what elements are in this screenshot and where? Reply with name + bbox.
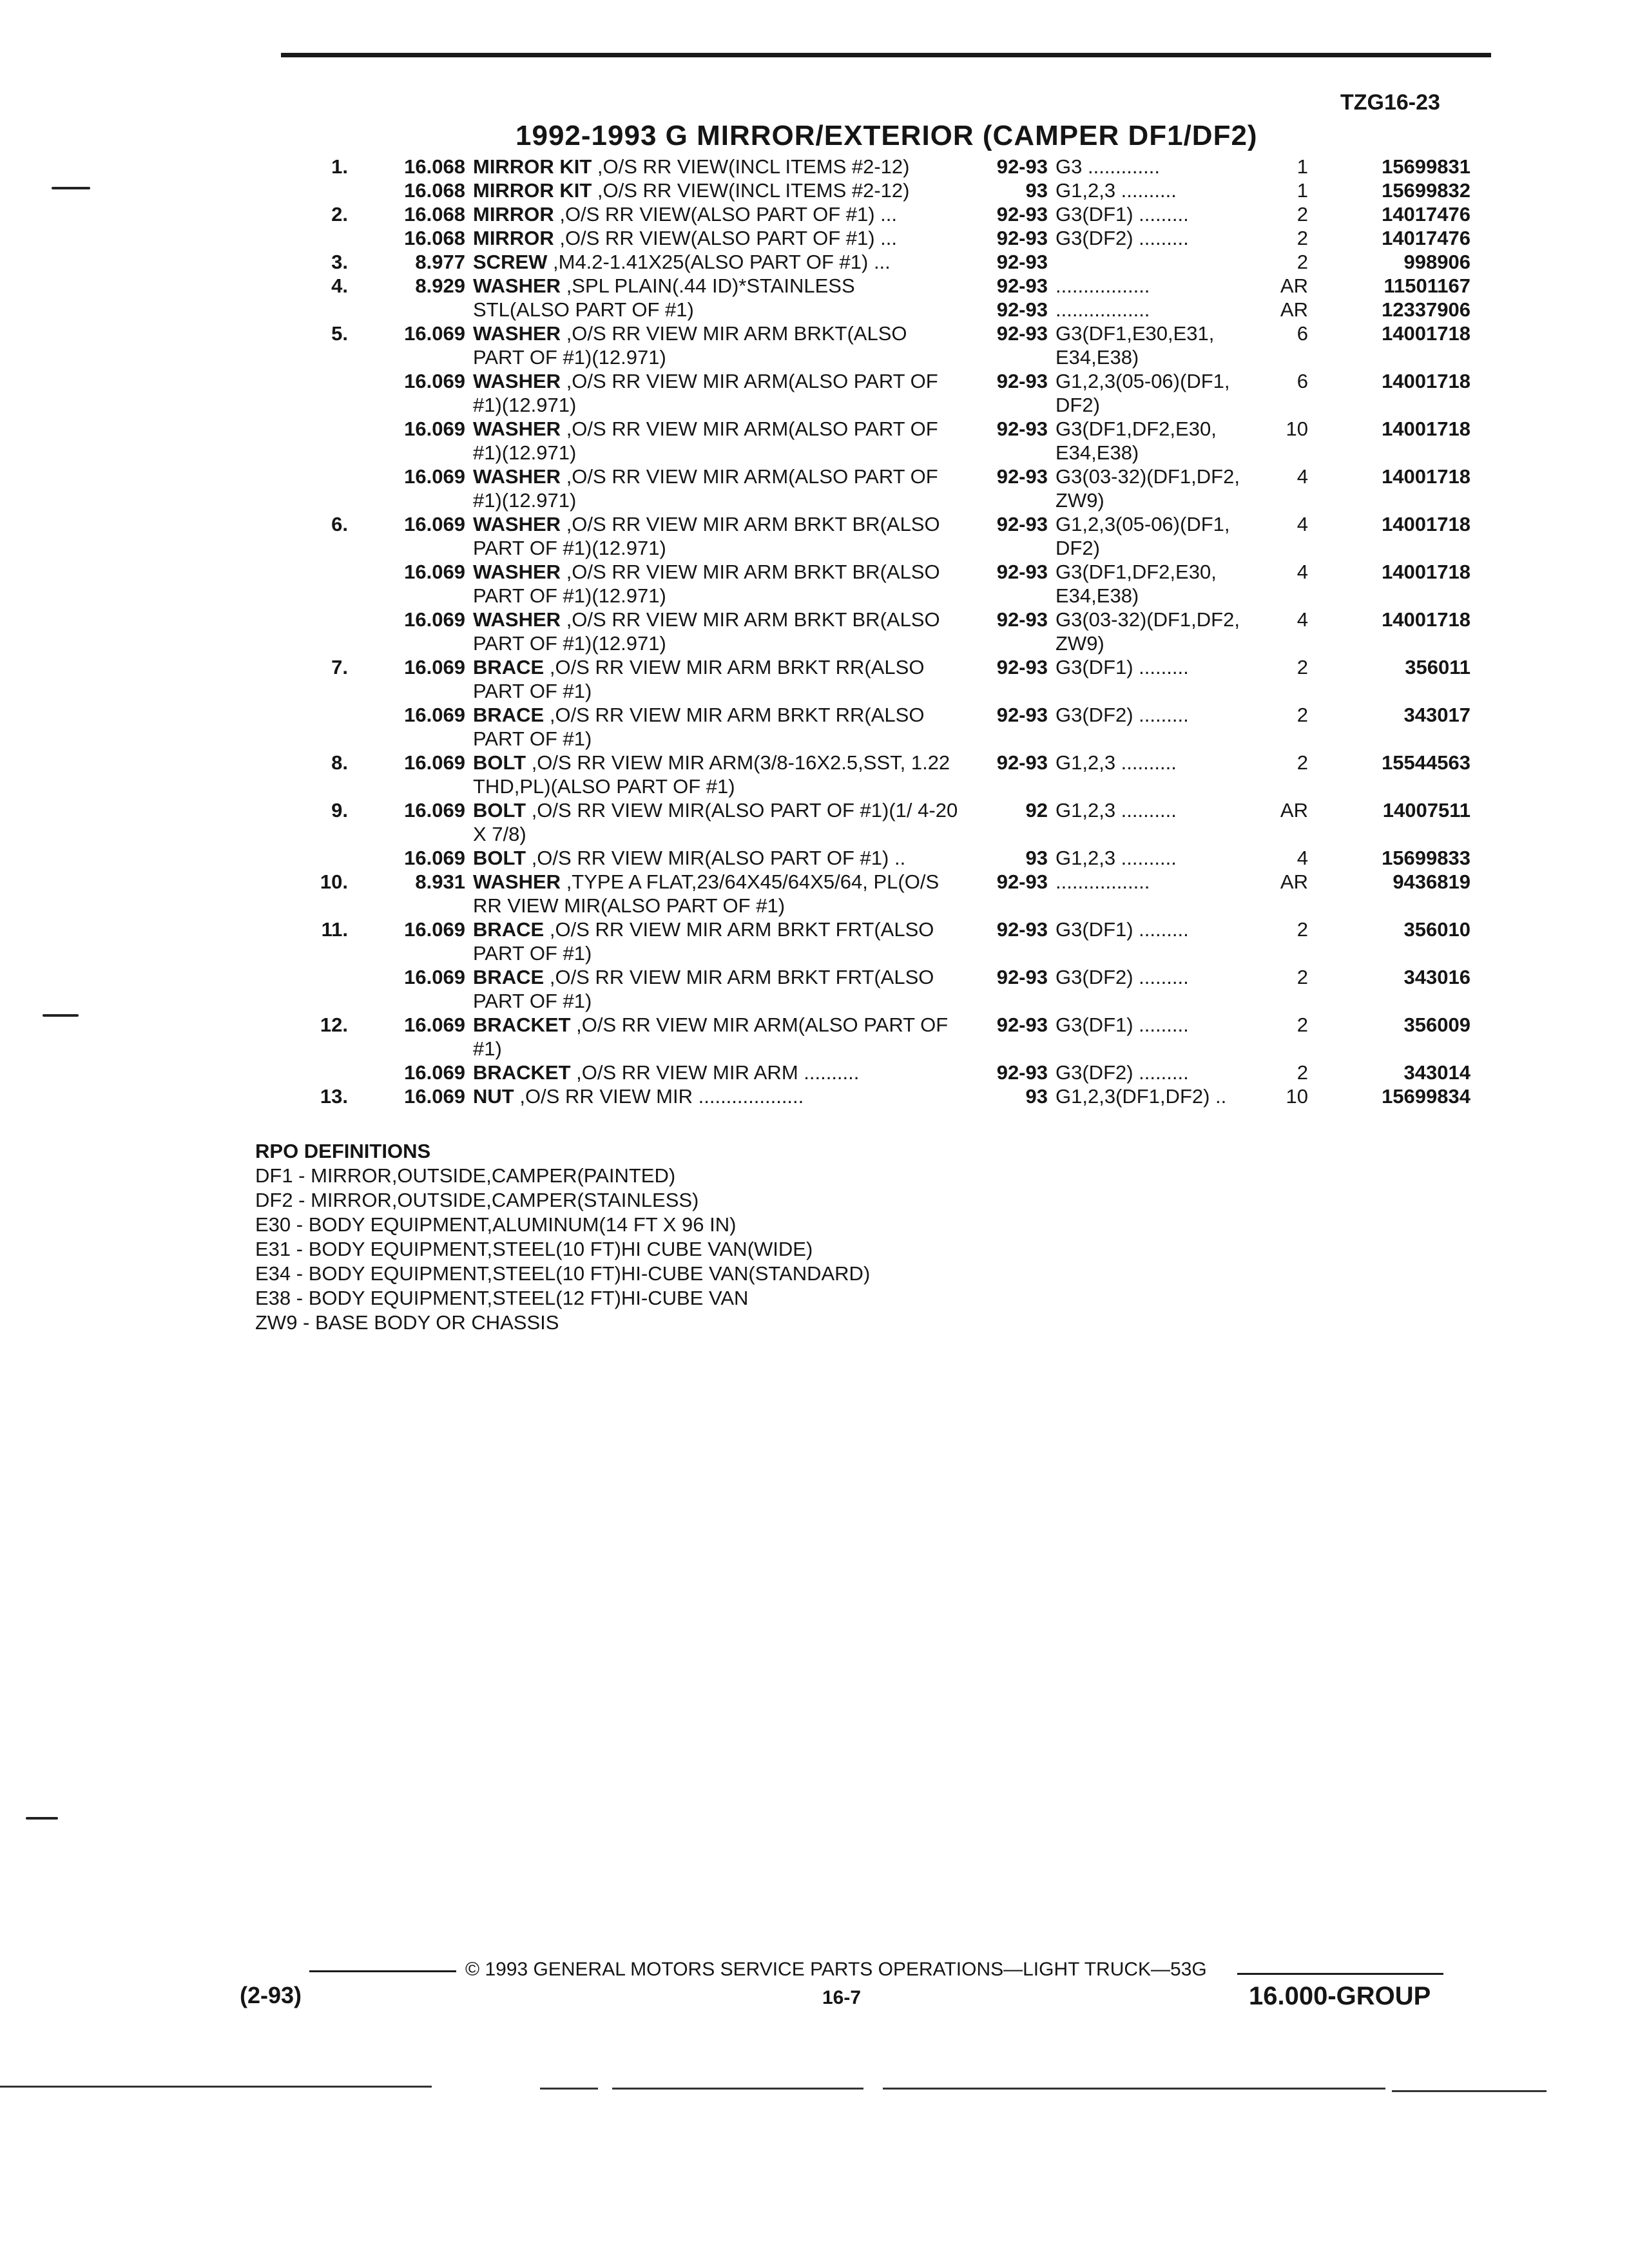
part-number: 14001718 [1382,418,1470,440]
model-years: 92-93 [996,656,1048,678]
part-name: BRACE [473,918,545,941]
quantity: 2 [1296,203,1308,226]
part-number: 14017476 [1382,203,1470,226]
group-number: 16.068 [404,155,465,178]
scan-mark [52,187,90,189]
part-number: 15699832 [1382,179,1470,202]
catalog-code: TZG16-23 [1340,90,1440,115]
model-usage: G3(03-32)(DF1,DF2, ZW9) [1055,608,1246,655]
model-years: 92-93 [996,870,1048,893]
part-detail: ,O/S RR VIEW MIR ARM BRKT RR(ALSO PART OF #1) [473,704,925,750]
model-years: 93 [1025,1085,1048,1108]
scan-line [1392,2090,1547,2092]
top-rule [281,53,1491,57]
part-detail: ,O/S RR VIEW MIR ARM(ALSO PART OF #1)(12.971) [473,465,938,512]
part-row [303,608,1489,655]
item-number [303,465,348,512]
group-number: 8.929 [415,274,465,297]
quantity: 4 [1296,465,1308,488]
footer-rule-left [309,1970,456,1972]
part-row [303,226,1489,250]
part-description [473,465,963,512]
model-usage: G3(DF2) ......... [1055,227,1189,249]
model-years: 92-93 [996,274,1048,297]
quantity: 6 [1296,370,1308,392]
rpo-heading: RPO DEFINITIONS [255,1140,431,1162]
model-years: 92-93 [996,418,1048,440]
item-number: 4. [331,274,348,297]
quantity: 1 [1296,179,1308,202]
parts-list [303,155,1489,1108]
part-number: 15699834 [1382,1085,1470,1108]
part-row [303,417,1489,465]
model-usage: G3(DF1,DF2,E30, E34,E38) [1055,418,1222,464]
part-name: NUT [473,1085,514,1108]
part-row [303,798,1489,846]
part-number: 9436819 [1393,870,1470,893]
model-years: 92-93 [996,704,1048,726]
part-description [473,322,963,369]
group-number: 16.069 [404,513,465,535]
part-name: WASHER [473,870,561,893]
part-description [473,298,963,322]
group-number: 16.069 [404,656,465,678]
part-name: MIRROR [473,227,554,249]
part-detail: ,M4.2-1.41X25(ALSO PART OF #1) ... [547,251,891,273]
part-detail: ,O/S RR VIEW MIR ARM(ALSO PART OF #1)(12.971) [473,418,938,464]
model-years: 92-93 [996,513,1048,535]
item-number: 1. [331,155,348,178]
part-description [473,918,963,965]
part-number: 343017 [1403,704,1470,726]
part-row [303,322,1489,369]
part-description [473,965,963,1013]
group-number: 16.069 [404,1061,465,1084]
part-detail: ,O/S RR VIEW(ALSO PART OF #1) ... [554,203,898,226]
item-number: 3. [331,251,348,273]
part-number: 14001718 [1382,465,1470,488]
part-name: BOLT [473,799,526,822]
footer-rule-right [1237,1973,1443,1975]
part-number: 343014 [1403,1061,1470,1084]
model-years: 92-93 [996,203,1048,226]
quantity: 2 [1296,1014,1308,1036]
part-detail: ,O/S RR VIEW MIR ARM BRKT BR(ALSO PART OF #1)(12.971) [473,561,940,607]
part-number: 356011 [1405,656,1470,678]
quantity: 2 [1296,704,1308,726]
part-row [303,1061,1489,1084]
part-description [473,1061,963,1084]
group-number: 16.069 [404,418,465,440]
model-years: 92-93 [996,751,1048,774]
model-usage: G1,2,3 .......... [1055,179,1177,202]
part-description [473,608,963,655]
model-years: 92-93 [996,298,1048,321]
model-usage: G1,2,3 .......... [1055,751,1177,774]
model-usage: G3(DF1,DF2,E30, E34,E38) [1055,561,1222,607]
group-number: 8.931 [415,870,465,893]
model-usage: G3 ............. [1055,155,1160,178]
group-number [356,298,465,322]
group-number: 16.069 [404,751,465,774]
copyright-notice: © 1993 GENERAL MOTORS SERVICE PARTS OPERATIONS—LIGHT TRUCK—53G [465,1959,1207,1980]
part-detail: ,O/S RR VIEW MIR ARM(3/8-16X2.5,SST, 1.22 THD,PL)(ALSO PART OF #1) [473,751,950,798]
group-number: 16.069 [404,966,465,988]
part-description [473,369,963,417]
model-usage: G3(03-32)(DF1,DF2, ZW9) [1055,465,1246,512]
item-number [303,417,348,465]
quantity: 4 [1296,561,1308,583]
part-description [473,1084,963,1108]
part-number: 15699833 [1382,847,1470,869]
part-description [473,250,963,274]
part-name: BOLT [473,847,526,869]
item-number: 6. [331,513,348,535]
part-description [473,202,963,226]
part-row [303,178,1489,202]
model-years: 92-93 [996,608,1048,631]
part-detail: ,O/S RR VIEW MIR(ALSO PART OF #1) .. [526,847,906,869]
model-usage: G1,2,3 .......... [1055,799,1177,822]
part-detail: ,TYPE A FLAT,23/64X45/64X5/64, PL(O/S RR VIEW MIR(ALSO PART OF #1) [473,870,940,917]
part-description [473,870,963,918]
model-usage: G3(DF2) ......... [1055,966,1189,988]
model-usage [1055,250,1249,274]
model-years: 92-93 [996,465,1048,488]
part-name: WASHER [473,370,561,392]
part-number: 11501167 [1383,274,1470,297]
model-years: 92-93 [996,227,1048,249]
item-number: 12. [320,1014,348,1036]
part-number: 14007511 [1382,799,1470,822]
model-usage: G1,2,3 .......... [1055,847,1177,869]
part-name: BRACKET [473,1014,571,1036]
part-row [303,846,1489,870]
part-name: WASHER [473,513,561,535]
model-usage: G3(DF1) ......... [1055,918,1189,941]
part-name: MIRROR [473,203,554,226]
group-number: 16.069 [404,370,465,392]
quantity: 2 [1296,227,1308,249]
quantity: 10 [1286,418,1308,440]
part-number: 14017476 [1382,227,1470,249]
model-usage: ................. [1055,298,1150,321]
part-detail: ,O/S RR VIEW MIR ARM .......... [570,1061,860,1084]
model-usage: G3(DF2) ......... [1055,1061,1189,1084]
model-usage: G3(DF1) ......... [1055,656,1189,678]
part-row [303,465,1489,512]
part-name: BOLT [473,751,526,774]
group-number: 8.977 [415,251,465,273]
model-years: 92-93 [996,966,1048,988]
item-number [303,608,348,655]
part-detail: ,O/S RR VIEW(ALSO PART OF #1) ... [554,227,898,249]
item-number: 5. [331,322,348,345]
part-row [303,1084,1489,1108]
model-years: 92-93 [996,322,1048,345]
model-years: 93 [1025,179,1048,202]
item-number: 13. [320,1085,348,1108]
item-number [303,226,348,250]
part-row [303,703,1489,751]
model-years: 92-93 [996,561,1048,583]
rpo-line: E31 - BODY EQUIPMENT,STEEL(10 FT)HI CUBE VAN(WIDE) [255,1238,813,1260]
quantity: 2 [1296,918,1308,941]
part-description [473,751,963,798]
group-number: 16.069 [404,704,465,726]
part-row [303,250,1489,274]
quantity: 10 [1286,1085,1308,1108]
item-number [303,298,348,322]
part-name: WASHER [473,561,561,583]
part-row [303,155,1489,178]
page-number: 16-7 [822,1987,862,2008]
part-name: MIRROR KIT [473,155,592,178]
part-number: 14001718 [1382,561,1470,583]
part-detail: STL(ALSO PART OF #1) [473,298,694,321]
group-number: 16.069 [404,561,465,583]
part-row [303,369,1489,417]
rpo-line: E30 - BODY EQUIPMENT,ALUMINUM(14 FT X 96 IN) [255,1213,737,1236]
item-number [303,965,348,1013]
model-years: 92-93 [996,251,1048,273]
part-name: MIRROR KIT [473,179,592,202]
group-number: 16.069 [404,799,465,822]
rpo-line: E34 - BODY EQUIPMENT,STEEL(10 FT)HI-CUBE VAN(STANDARD) [255,1262,871,1285]
part-row [303,655,1489,703]
group-number: 16.069 [404,608,465,631]
part-description [473,798,963,846]
part-description [473,846,963,870]
part-row [303,512,1489,560]
part-number: 14001718 [1382,322,1470,345]
part-description [473,703,963,751]
item-number [303,369,348,417]
group-number: 16.069 [404,1014,465,1036]
quantity: 2 [1296,251,1308,273]
group-number: 16.069 [404,1085,465,1108]
part-row [303,560,1489,608]
model-usage: ................. [1055,870,1150,893]
part-detail: ,O/S RR VIEW MIR ARM BRKT(ALSO PART OF #1)(12.971) [473,322,907,369]
quantity: AR [1280,274,1308,297]
part-detail: ,O/S RR VIEW MIR ARM BRKT BR(ALSO PART OF #1)(12.971) [473,513,940,559]
model-usage: G3(DF1,E30,E31, E34,E38) [1055,322,1220,369]
quantity: 4 [1296,847,1308,869]
quantity: 2 [1296,751,1308,774]
quantity: 2 [1296,656,1308,678]
part-row [303,298,1489,322]
model-years: 92-93 [996,155,1048,178]
part-name: WASHER [473,322,561,345]
item-number: 9. [331,799,348,822]
item-number: 8. [331,751,348,774]
part-description [473,155,963,178]
item-number: 2. [331,203,348,226]
group-number: 16.068 [404,179,465,202]
model-usage: G1,2,3(05-06)(DF1, DF2) [1055,370,1236,416]
part-detail: ,O/S RR VIEW MIR ARM BRKT FRT(ALSO PART OF #1) [473,918,934,965]
group-number: 16.069 [404,465,465,488]
part-name: BRACE [473,704,545,726]
quantity: AR [1280,870,1308,893]
part-number: 12337906 [1382,298,1470,321]
part-detail: ,O/S RR VIEW MIR ................... [514,1085,804,1108]
part-name: WASHER [473,274,561,297]
model-usage: G3(DF1) ......... [1055,203,1189,226]
rpo-line: E38 - BODY EQUIPMENT,STEEL(12 FT)HI-CUBE VAN [255,1287,749,1309]
part-row [303,202,1489,226]
part-detail: ,O/S RR VIEW(INCL ITEMS #2-12) [592,155,910,178]
item-number: 7. [331,656,348,678]
group-number: 16.069 [404,918,465,941]
part-description [473,560,963,608]
part-number: 356009 [1403,1014,1470,1036]
quantity: 4 [1296,513,1308,535]
part-number: 343016 [1403,966,1470,988]
part-name: WASHER [473,418,561,440]
part-row [303,870,1489,918]
part-number: 15699831 [1382,155,1470,178]
quantity: AR [1280,799,1308,822]
item-number [303,178,348,202]
part-row [303,1013,1489,1061]
part-number: 14001718 [1382,370,1470,392]
model-years: 92-93 [996,1014,1048,1036]
part-description [473,1013,963,1061]
scan-line [540,2088,598,2090]
quantity: 4 [1296,608,1308,631]
page-title: 1992-1993 G MIRROR/EXTERIOR (CAMPER DF1/DF2) [516,120,1258,151]
item-number: 10. [320,870,348,893]
group-number: 16.068 [404,227,465,249]
part-number: 14001718 [1382,513,1470,535]
quantity: AR [1280,298,1308,321]
rpo-line: ZW9 - BASE BODY OR CHASSIS [255,1311,559,1334]
model-usage: G3(DF2) ......... [1055,704,1189,726]
part-number: 15544563 [1382,751,1470,774]
model-years: 92 [1025,799,1048,822]
rpo-line: DF1 - MIRROR,OUTSIDE,CAMPER(PAINTED) [255,1164,676,1187]
part-description [473,512,963,560]
group-number: 16.068 [404,203,465,226]
scan-line [0,2086,432,2088]
part-detail: ,O/S RR VIEW MIR ARM(ALSO PART OF #1) [473,1014,949,1060]
scan-mark [26,1817,58,1820]
part-description [473,655,963,703]
item-number [303,703,348,751]
revision-date: (2-93) [240,1982,302,2008]
scan-line [612,2088,863,2090]
part-number: 356010 [1403,918,1470,941]
model-usage: G3(DF1) ......... [1055,1014,1189,1036]
part-row [303,274,1489,298]
part-name: WASHER [473,465,561,488]
part-description [473,226,963,250]
part-detail: ,O/S RR VIEW MIR(ALSO PART OF #1)(1/ 4-20 X 7/8) [473,799,958,845]
part-number: 998906 [1403,251,1470,273]
quantity: 2 [1296,966,1308,988]
quantity: 6 [1296,322,1308,345]
item-number [303,560,348,608]
scan-mark [43,1014,79,1017]
part-detail: ,O/S RR VIEW MIR ARM BRKT BR(ALSO PART OF #1)(12.971) [473,608,940,655]
part-name: BRACE [473,656,545,678]
group-label: 16.000-GROUP [1249,1982,1431,2010]
part-number: 14001718 [1382,608,1470,631]
part-detail: ,O/S RR VIEW MIR ARM(ALSO PART OF #1)(12.971) [473,370,938,416]
model-years: 93 [1025,847,1048,869]
model-years: 92-93 [996,1061,1048,1084]
part-detail: ,O/S RR VIEW(INCL ITEMS #2-12) [592,179,910,202]
part-row [303,918,1489,965]
item-number [303,1061,348,1084]
part-detail: ,O/S RR VIEW MIR ARM BRKT FRT(ALSO PART OF #1) [473,966,934,1012]
item-number: 11. [321,918,348,941]
group-number: 16.069 [404,322,465,345]
part-name: WASHER [473,608,561,631]
part-description [473,274,963,298]
model-years: 92-93 [996,918,1048,941]
part-description [473,417,963,465]
group-number: 16.069 [404,847,465,869]
part-row [303,965,1489,1013]
part-name: BRACKET [473,1061,571,1084]
model-usage: G1,2,3(DF1,DF2) .. [1055,1085,1227,1108]
part-row [303,751,1489,798]
item-number [303,846,348,870]
part-detail: ,SPL PLAIN(.44 ID)*STAINLESS [561,274,855,297]
part-detail: ,O/S RR VIEW MIR ARM BRKT RR(ALSO PART OF #1) [473,656,925,702]
model-usage: G1,2,3(05-06)(DF1, DF2) [1055,513,1236,559]
scan-line [883,2088,1385,2090]
part-description [473,178,963,202]
model-years: 92-93 [996,370,1048,392]
quantity: 2 [1296,1061,1308,1084]
quantity: 1 [1296,155,1308,178]
rpo-definitions [255,1139,870,1335]
rpo-line: DF2 - MIRROR,OUTSIDE,CAMPER(STAINLESS) [255,1189,699,1211]
model-usage: ................. [1055,274,1150,297]
part-name: SCREW [473,251,548,273]
part-name: BRACE [473,966,545,988]
